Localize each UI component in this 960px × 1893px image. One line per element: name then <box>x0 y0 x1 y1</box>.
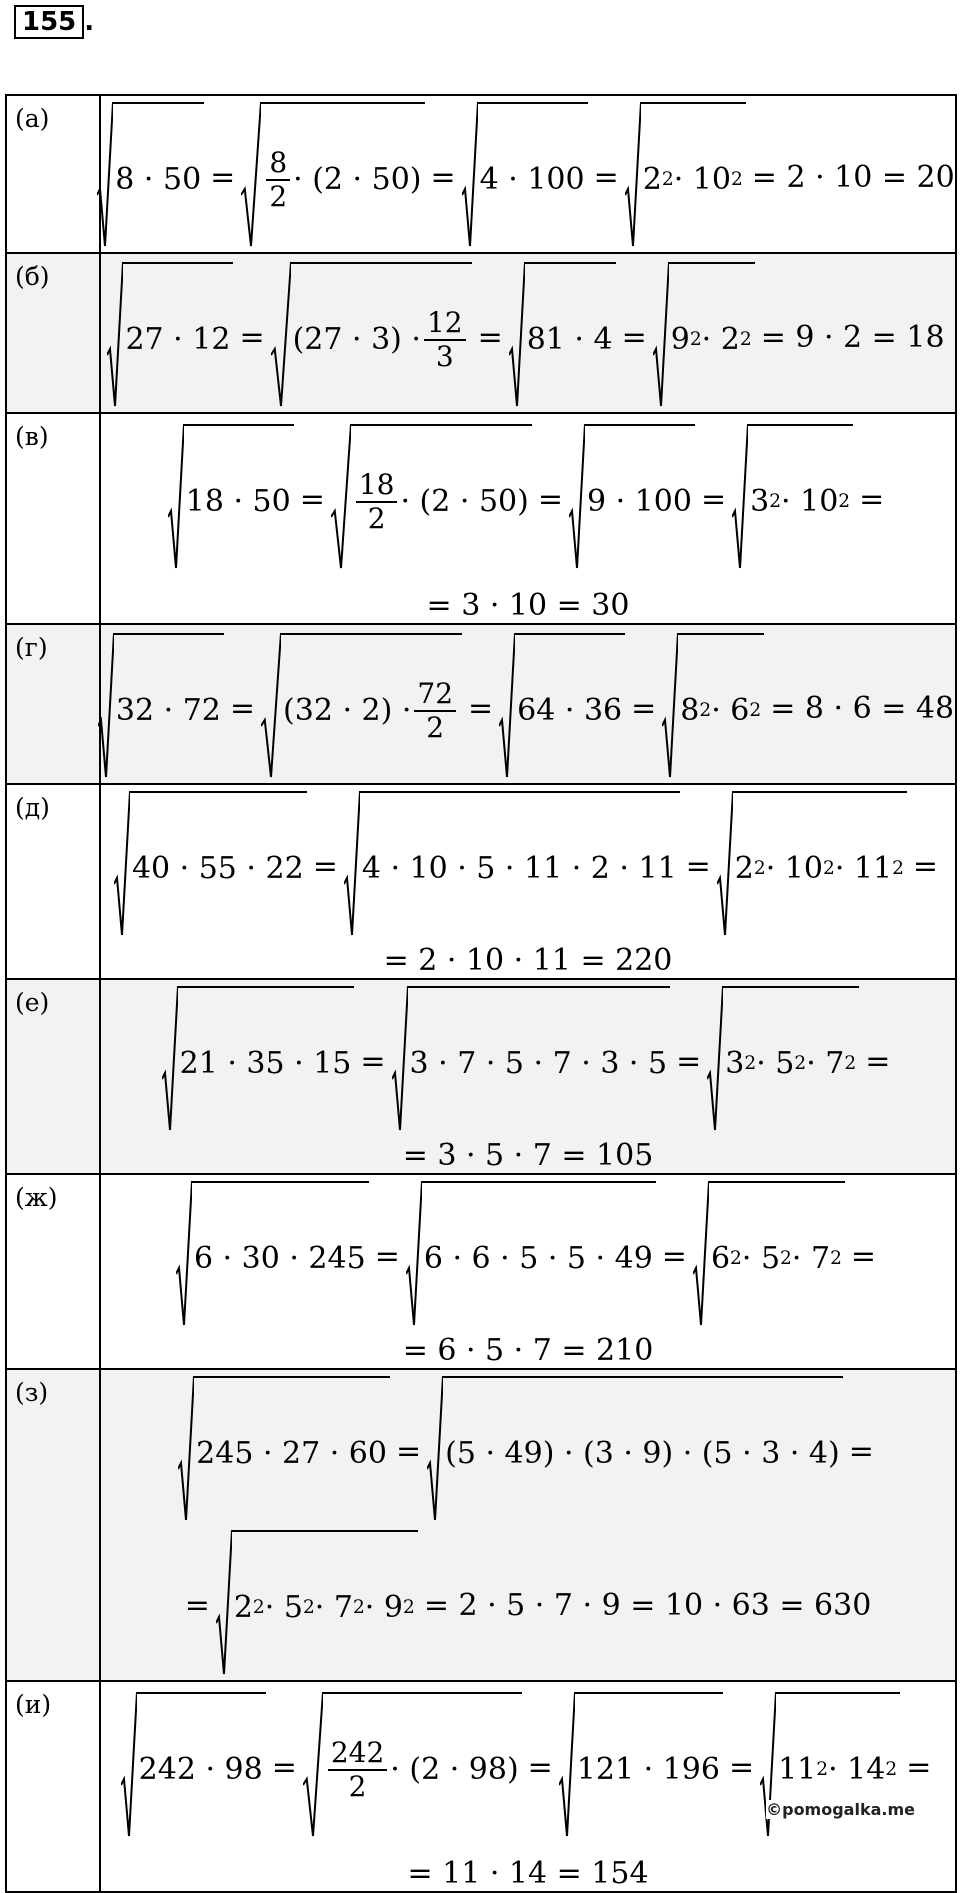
row-expression: 21 · 35 · 15 = 3 · 7 · 5 · 7 · 3 · 5 = 3 2 · 5 2 · 7 2 = = 3 · 5 · 7 = 105 <box>100 979 956 1174</box>
sqrt-expression: 8 · 50 <box>97 102 204 252</box>
sqrt-power-expression: 2 2 · 10 2 <box>625 102 746 252</box>
row-label: (д) <box>6 784 100 979</box>
sqrt-expression: 9 · 100 <box>569 424 695 574</box>
row-label: (и) <box>6 1681 100 1892</box>
row-e <box>6 979 956 1174</box>
sqrt-expression: (5 · 49) · (3 · 9) · (5 · 3 · 4) <box>427 1376 843 1526</box>
row-d <box>6 784 956 979</box>
fraction: $\frac{242}{2}$ <box>328 1737 387 1802</box>
fraction: $\frac{18}{2}$ <box>356 469 398 534</box>
sqrt-power-expression: 2 2 · 5 2 · 7 2 · 9 2 <box>216 1530 418 1680</box>
row-label: (а) <box>6 95 100 253</box>
row-label: (е) <box>6 979 100 1174</box>
row-expression: 27 · 12 = (27 · 3) · $\frac{12}{3}$ = 81 · 4 = 9 2 · 2 2 = 9 · 2 = 18 <box>100 253 956 413</box>
sqrt-fraction-expression: (32 · 2) · $\frac{72}{2}$ <box>261 633 462 783</box>
row-expression: 6 · 30 · 245 = 6 · 6 · 5 · 5 · 49 = 6 2 · 5 2 · 7 2 = = 6 · 5 · 7 = 210 <box>100 1174 956 1369</box>
problem-number: 155 . <box>14 5 84 39</box>
sqrt-expression: 21 · 35 · 15 <box>162 986 355 1136</box>
sqrt-expression: 121 · 196 <box>559 1692 723 1842</box>
row-expression: 32 · 72 = (32 · 2) · $\frac{72}{2}$ = 64 · 36 = 8 2 · 6 2 = 8 · 6 = 48 <box>100 624 956 784</box>
row-expression: 40 · 55 · 22 = 4 · 10 · 5 · 11 · 2 · 11 = 2 2 · 10 2 · 11 2 = = 2 · 10 · 11 = 220 <box>100 784 956 979</box>
sqrt-expression: 27 · 12 <box>107 262 233 412</box>
row-label: (ж) <box>6 1174 100 1369</box>
row-a <box>6 95 956 253</box>
watermark: ©pomogalka.me <box>766 1800 915 1819</box>
result-line: = 3 · 5 · 7 = 105 <box>402 1138 654 1173</box>
result-line: = 11 · 14 = 154 <box>407 1856 649 1891</box>
sqrt-fraction-expression: $\frac{8}{2}$ · (2 · 50) <box>241 102 424 252</box>
result-line: = 3 · 10 = 30 <box>426 588 630 623</box>
result-line: = 2 · 10 · 11 = 220 <box>383 943 673 978</box>
sqrt-power-expression: 3 2 · 10 2 <box>732 424 853 574</box>
sqrt-expression: 18 · 50 <box>168 424 294 574</box>
sqrt-expression: 6 · 6 · 5 · 5 · 49 <box>406 1181 656 1331</box>
result-line: = 6 · 5 · 7 = 210 <box>402 1333 654 1368</box>
row-b <box>6 253 956 413</box>
sqrt-power-expression: 3 2 · 5 2 · 7 2 <box>707 986 859 1136</box>
sqrt-fraction-expression: $\frac{242}{2}$ · (2 · 98) <box>303 1692 522 1842</box>
fraction: $\frac{8}{2}$ <box>266 147 290 212</box>
sqrt-power-expression: 11 2 · 14 2 <box>760 1692 900 1842</box>
row-expression: 8 · 50 = $\frac{8}{2}$ · (2 · 50) = 4 · 100 = 2 2 · 10 2 = 2 · 10 = 20 <box>100 95 956 253</box>
fraction: $\frac{72}{2}$ <box>414 678 456 743</box>
row-v <box>6 413 956 624</box>
row-label: (в) <box>6 413 100 624</box>
sqrt-expression: 242 · 98 <box>121 1692 266 1842</box>
sqrt-power-expression: 6 2 · 5 2 · 7 2 <box>693 1181 845 1331</box>
row-expression: 18 · 50 = $\frac{18}{2}$ · (2 · 50) = 9 · 100 = 3 2 · 10 2 = = 3 · 10 = 30 <box>100 413 956 624</box>
row-label: (з) <box>6 1369 100 1681</box>
row-i <box>6 1681 956 1892</box>
row-z <box>6 1369 956 1681</box>
sqrt-expression: 3 · 7 · 5 · 7 · 3 · 5 <box>392 986 671 1136</box>
sqrt-power-expression: 9 2 · 2 2 <box>653 262 755 412</box>
sqrt-expression: 4 · 10 · 5 · 11 · 2 · 11 <box>344 791 680 941</box>
row-zh <box>6 1174 956 1369</box>
sqrt-expression: 4 · 100 <box>462 102 588 252</box>
sqrt-power-expression: 2 2 · 10 2 · 11 2 <box>717 791 907 941</box>
sqrt-expression: 64 · 36 <box>499 633 625 783</box>
solutions-table <box>5 94 957 1893</box>
fraction: $\frac{12}{3}$ <box>424 307 466 372</box>
sqrt-expression: 81 · 4 <box>509 262 616 412</box>
sqrt-power-expression: 8 2 · 6 2 <box>662 633 764 783</box>
sqrt-fraction-expression: $\frac{18}{2}$ · (2 · 50) <box>331 424 532 574</box>
sqrt-fraction-expression: (27 · 3) · $\frac{12}{3}$ <box>271 262 472 412</box>
row-expression: 245 · 27 · 60 = (5 · 49) · (3 · 9) · (5 · 3 · 4) = = 2 2 · 5 2 · 7 2 · 9 2 = 2 · 5 · 7 · 9 = 10 · 63 = 630 <box>100 1369 956 1681</box>
sqrt-expression: 245 · 27 · 60 <box>178 1376 390 1526</box>
sqrt-expression: 32 · 72 <box>98 633 224 783</box>
sqrt-expression: 6 · 30 · 245 <box>176 1181 369 1331</box>
row-label: (б) <box>6 253 100 413</box>
row-label: (г) <box>6 624 100 784</box>
sqrt-expression: 40 · 55 · 22 <box>114 791 307 941</box>
row-expression: 242 · 98 = $\frac{242}{2}$ · (2 · 98) = 121 · 196 = 11 2 · 14 2 = = 11 · 14 = 154 ©pomogalka.me <box>100 1681 956 1892</box>
row-g <box>6 624 956 784</box>
